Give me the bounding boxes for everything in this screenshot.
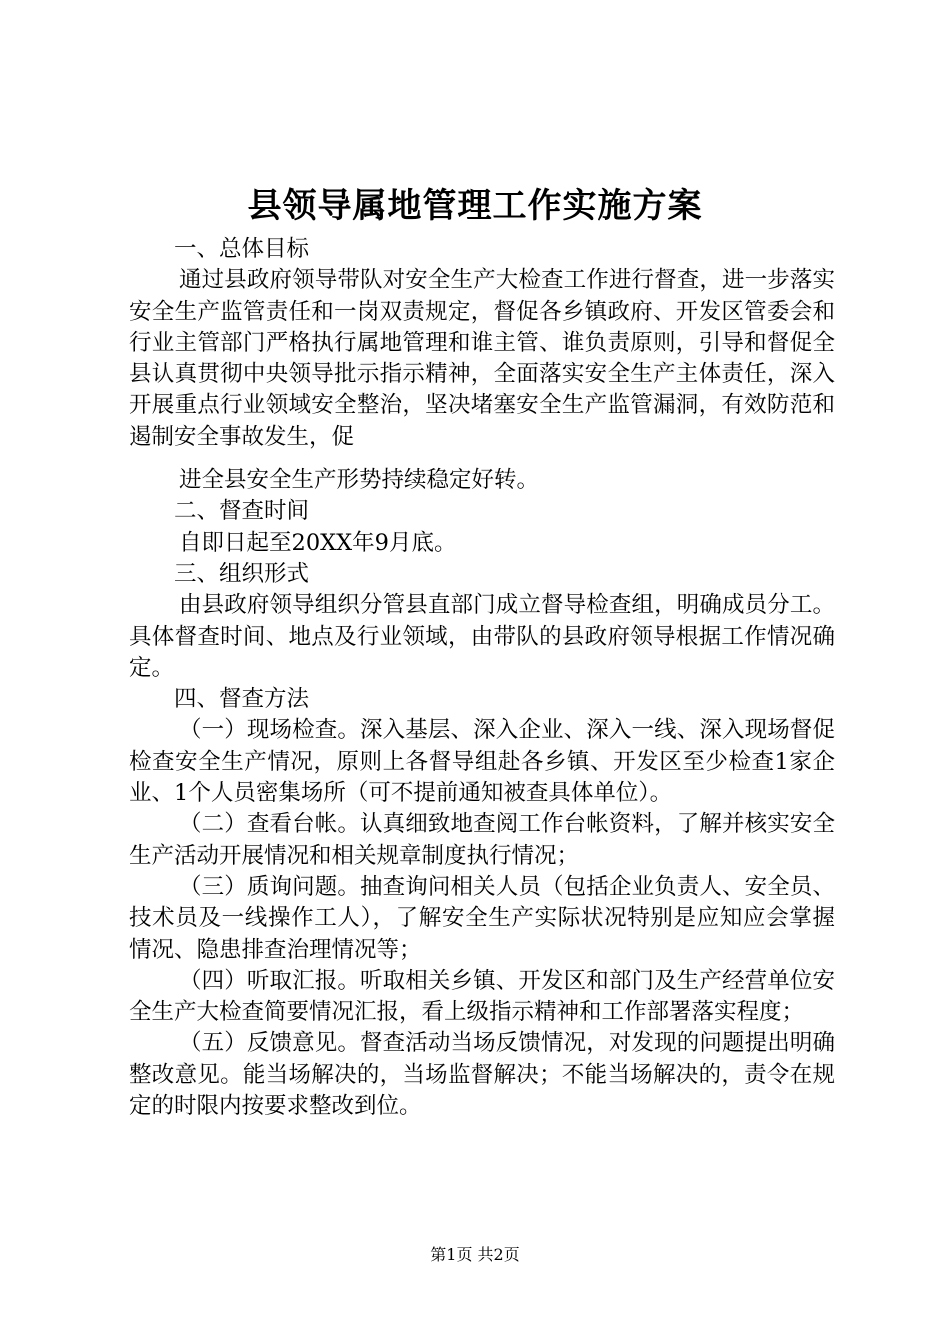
paragraph-goal: 通过县政府领导带队对安全生产大检查工作进行督查，进一步落实安全生产监管责任和一岗双责规定，督促各乡镇政府、开发区管委会和行业主管部门严格执行属地管理和谁主管、谁负责原则，引导和督促全县认真贯彻中央领导批示指示精神，全面落实安全生产主体责任，深入开展重点行业领域安全整治，坚决堵塞安全生产监管漏洞，有效防范和遏制安全事故发生，促	[129, 267, 835, 450]
paragraph-time: 自即日起至20XX年9月底。	[179, 529, 457, 556]
method-item-2: （二）查看台帐。认真细致地查阅工作台帐资料，了解并核实安全生产活动开展情况和相关规章制度执行情况；	[129, 811, 835, 869]
method-item-4: （四）听取汇报。听取相关乡镇、开发区和部门及生产经营单位安全生产大检查简要情况汇报，看上级指示精神和工作部署落实程度；	[129, 967, 835, 1026]
section-heading-organization: 三、组织形式	[174, 560, 310, 587]
method-item-5: （五）反馈意见。督查活动当场反馈情况，对发现的问题提出明确整改意见。能当场解决的，当场监督解决；不能当场解决的，责令在规定的时限内按要求整改到位。	[129, 1030, 835, 1120]
document-title: 县领导属地管理工作实施方案	[247, 186, 703, 226]
paragraph-organization: 由县政府领导组织分管县直部门成立督导检查组，明确成员分工。具体督查时间、地点及行业领域，由带队的县政府领导根据工作情况确定。	[129, 592, 835, 681]
section-heading-method: 四、督查方法	[174, 686, 310, 713]
section-heading-time: 二、督查时间	[174, 498, 310, 525]
paragraph-goal-continued: 进全县安全生产形势持续稳定好转。	[179, 467, 540, 494]
method-item-3: （三）质询问题。抽查询问相关人员（包括企业负责人、安全员、技术员及一线操作工人），了解安全生产实际状况特别是应知应会掌握情况、隐患排查治理情况等；	[129, 873, 835, 963]
section-heading-goal: 一、总体目标	[174, 236, 310, 262]
page-footer: 第1页 共2页	[430, 1245, 520, 1264]
document-body	[129, 234, 835, 1122]
method-item-1: （一）现场检查。深入基层、深入企业、深入一线、深入现场督促检查安全生产情况，原则上各督导组赴各乡镇、开发区至少检查1家企业、1个人员密集场所（可不提前通知被查具体单位）。	[129, 717, 835, 807]
